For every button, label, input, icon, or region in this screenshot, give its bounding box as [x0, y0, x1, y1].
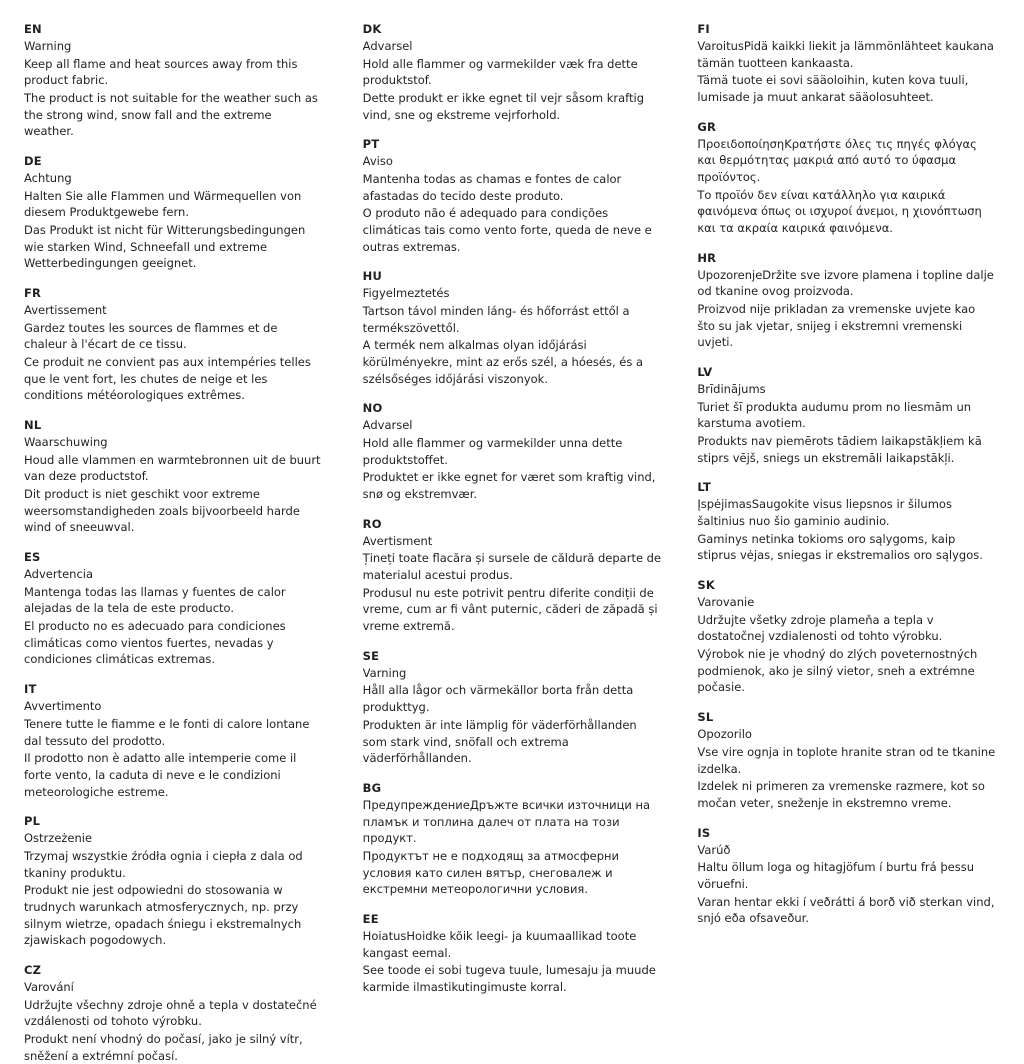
warning-line: Udržujte všetky zdroje plameňa a tepla v dostatočnej vzdialenosti od tohto výrobku.	[697, 612, 943, 644]
warning-text-block	[697, 744, 996, 812]
language-code: CZ	[24, 962, 42, 977]
warning-line: Saugokite visus liepsnos ir šilumos šaltinius nuo šio gaminio audinio.	[697, 497, 952, 529]
warning-heading: Varoitus	[697, 39, 744, 53]
language-entry-hu	[363, 269, 662, 387]
warning-heading: Advarsel	[362, 418, 413, 433]
warning-line: Dit product is niet geschikt voor extreme weersomstandigheden zoals bijvoorbeeld harde wind of sneeuwval.	[24, 487, 300, 535]
warning-text-block	[24, 584, 323, 668]
warning-line: Produkt nie jest odpowiedni do stosowania w trudnych warunkach atmosferycznych, np. przy silnym wietrze, opadach śniegu i ekstremalnych zjawiskach pogodowych.	[24, 883, 302, 948]
warning-line: Hold alle flammer og varmekilder væk fra dette produktstof.	[362, 56, 638, 88]
warning-line: Mantenha todas as chamas e fontes de calor afastadas do tecido deste produto.	[362, 172, 622, 203]
language-entry-en	[24, 22, 323, 140]
language-code: SK	[697, 578, 715, 593]
warning-heading: Προειδοποίηση	[697, 136, 785, 151]
warning-heading: Upozorenje	[697, 267, 763, 282]
language-entry-ro	[363, 517, 662, 635]
warning-text-block	[697, 496, 996, 564]
warning-line: Το προϊόν δεν είναι κατάλληλο για καιρικά φαινόμενα όπως οι ισχυροί άνεμοι, η χιονόπτωση και τα ακραία καιρικά φαινόμενα.	[697, 187, 982, 236]
warning-heading: Achtung	[24, 171, 72, 186]
language-entry-it	[24, 682, 323, 800]
language-entry-is	[697, 826, 996, 927]
warning-line: Tenere tutte le fiamme e le fonti di calore lontane dal tessuto del prodotto.	[24, 716, 310, 748]
language-code: ES	[24, 550, 41, 565]
warning-text-block	[24, 997, 323, 1064]
warning-heading: Varovanie	[697, 595, 755, 610]
warning-line: Il prodotto non è adatto alle intemperie come il forte vento, la caduta di neve e le condizioni meteorologiche estreme.	[24, 751, 297, 799]
language-code: EN	[24, 22, 42, 36]
warning-line: Κρατήστε όλες τις πηγές φλόγας και θερμότητας μακριά από αυτό το ύφασμα προϊόντος.	[697, 136, 977, 185]
language-entry-fr	[24, 286, 323, 404]
language-entry-no	[363, 401, 662, 502]
language-code: HU	[362, 269, 383, 284]
warning-heading: Advertencia	[24, 567, 94, 582]
warning-line: Țineți toate flacăra și sursele de căldură departe de materialul acestui produs.	[362, 551, 662, 583]
language-entry-pl	[24, 814, 323, 949]
warning-line: El producto no es adecuado para condiciones climáticas como vientos fuertes, nevadas y condiciones climáticas extremas.	[24, 619, 286, 667]
warning-line: Pidä kaikki liekit ja lämmönlähteet kaukana tämän tuotteen kankaasta.	[697, 39, 994, 70]
warning-line: Halten Sie alle Flammen und Wärmequellen von diesem Produktgewebe fern.	[24, 188, 302, 220]
warning-heading: Advarsel	[362, 39, 413, 53]
warning-text-block	[363, 797, 662, 898]
warning-line: Mantenga todas las llamas y fuentes de calor alejadas de la tela de este producto.	[24, 584, 286, 616]
warning-text-block	[363, 928, 662, 996]
language-entry-cz	[24, 963, 323, 1064]
warning-line: Дръжте всички източници на пламък и топлина далеч от плата на този продукт.	[362, 797, 651, 846]
warning-line: Varan hentar ekki í veðrátti á borð við sterkan vind, snjó eða ofsaveður.	[697, 894, 995, 926]
warning-line: Das Produkt ist nicht für Witterungsbedingungen wie starken Wind, Schneefall und extreme Wetterbedingungen geeignet.	[24, 223, 306, 271]
warning-line: Dette produkt er ikke egnet til vejr såsom kraftig vind, sne og ekstreme vejrforhold.	[362, 91, 644, 122]
warning-heading: Ostrzeżenie	[24, 831, 93, 846]
warning-heading: Avvertimento	[24, 699, 102, 714]
language-code: DK	[362, 22, 382, 36]
warning-heading: Figyelmeztetés	[362, 286, 450, 301]
warning-line: Produktet er ikke egnet for været som kraftig vind, snø og ekstremvær.	[362, 470, 656, 502]
warning-heading: Предупреждение	[362, 797, 470, 812]
warning-heading: Hoiatus	[362, 928, 407, 943]
warning-heading: Avertisment	[362, 533, 433, 548]
warning-heading: Avertissement	[24, 303, 107, 318]
language-code: DE	[24, 154, 42, 169]
warning-heading: Warning	[24, 39, 72, 53]
language-code: FI	[697, 22, 710, 36]
language-code: IT	[24, 682, 37, 697]
warning-line: Håll alla lågor och värmekällor borta från detta produkttyg.	[362, 683, 634, 715]
language-code: GR	[697, 119, 717, 134]
warning-text-block	[24, 452, 323, 536]
language-code: NL	[24, 418, 42, 433]
warning-line: Продуктът не е подходящ за атмосферни условия като силен вятър, снеговалеж и екстремни метеорологични условия.	[362, 848, 620, 897]
warning-line: Izdelek ni primeren za vremenske razmere, kot so močan veter, sneženje in ekstremno vreme.	[697, 779, 985, 810]
language-entry-lt	[697, 480, 996, 564]
warning-line: A termék nem alkalmas olyan időjárási körülményekre, mint az erős szél, a hóesés, és a szélsőséges időjárási viszonyok.	[362, 338, 644, 386]
warning-line: Produkten är inte lämplig för väderförhållanden som stark vind, snöfall och extrema väderförhållanden.	[362, 717, 637, 766]
warning-heading: Brīdinājums	[697, 382, 766, 397]
warning-line: Ce produit ne convient pas aux intempéries telles que le vent fort, les chutes de neige et les conditions météorologiques extrêmes.	[24, 355, 311, 403]
language-column-2	[341, 22, 676, 1014]
language-entry-dk	[363, 22, 662, 123]
language-code: SE	[362, 648, 380, 663]
warning-line: Produsul nu este potrivit pentru diferite condiții de vreme, cum ar fi vânt puternic, căderi de zăpadă și vreme extremă.	[362, 585, 658, 634]
warning-line: Turiet šī produkta audumu prom no liesmām un karstuma avotiem.	[697, 399, 972, 431]
language-entry-pt	[363, 137, 662, 255]
language-code: IS	[697, 825, 711, 840]
warning-text-block	[363, 56, 662, 124]
language-entry-sl	[697, 710, 996, 811]
warning-text-block	[697, 612, 996, 696]
language-entry-es	[24, 550, 323, 668]
language-entry-sk	[697, 578, 996, 696]
warning-line: Trzymaj wszystkie źródła ognia i ciepła z dala od tkaniny produktu.	[24, 848, 303, 880]
warning-line: Hoidke kõik leegi- ja kuumaallikad toote kangast eemal.	[362, 928, 637, 960]
warning-text-block	[363, 171, 662, 255]
warning-line: The product is not suitable for the weather such as the strong wind, snow fall and the extreme weather.	[24, 91, 318, 139]
warning-line: Proizvod nije prikladan za vremenske uvjete kao što su jak vjetar, snijeg i ekstremni vremenski uvjeti.	[697, 302, 976, 350]
warning-line: Gardez toutes les sources de flammes et de chaleur à l'écart de ce tissu.	[24, 320, 278, 352]
language-code: PT	[362, 137, 380, 152]
warning-text-block	[363, 682, 662, 766]
language-entry-bg	[363, 781, 662, 898]
warning-line: Hold alle flammer og varmekilder unna dette produktstoffet.	[362, 436, 623, 467]
warning-line: Gaminys netinka tokioms oro sąlygoms, kaip stiprus vėjas, sniegas ir ekstremalios oro sąlygos.	[697, 531, 983, 563]
warning-line: Vse vire ognja in toplote hranite stran od te tkanine izdelka.	[697, 744, 996, 776]
warning-heading: Waarschuwing	[24, 435, 108, 450]
warning-heading: Įspėjimas	[697, 497, 752, 512]
warning-heading: Aviso	[362, 154, 393, 169]
warning-text-block	[697, 399, 996, 467]
language-code: PL	[24, 814, 41, 829]
language-code: FR	[24, 286, 42, 301]
language-code: NO	[362, 401, 383, 416]
warning-text-block	[24, 188, 323, 272]
language-code: LT	[697, 480, 712, 495]
warning-line: Produkts nav piemērots tādiem laikapstākļiem kā stiprs vējš, sniegs un ekstremāli laikapstākļi.	[697, 434, 982, 465]
warning-text-block	[363, 303, 662, 387]
warning-text-block	[363, 435, 662, 503]
language-entry-se	[363, 649, 662, 767]
warning-line: Výrobok nie je vhodný do zlých poveternostných podmienok, ako je silný vietor, sneh a extrémne počasie.	[697, 647, 978, 695]
warning-text-block	[24, 56, 323, 140]
warning-line: See toode ei sobi tugeva tuule, lumesaju ja muude karmide ilmastikutingimuste korral.	[362, 963, 656, 994]
language-entry-hr	[697, 251, 996, 351]
language-code: BG	[362, 780, 382, 795]
warning-heading: Varúð	[697, 842, 731, 857]
language-code: RO	[362, 516, 382, 531]
language-entry-fi	[697, 22, 996, 106]
warning-line: Tämä tuote ei sovi sääoloihin, kuten kova tuuli, lumisade ja muut ankarat sääolosuhteet.	[697, 73, 969, 105]
warning-text-block	[24, 848, 323, 949]
warning-line: Keep all flame and heat sources away from this product fabric.	[24, 56, 298, 88]
language-code: EE	[362, 911, 379, 926]
language-entry-ee	[363, 912, 662, 996]
language-code: LV	[697, 365, 713, 380]
warning-line: Houd alle vlammen en warmtebronnen uit de buurt van deze productstof.	[24, 452, 321, 484]
language-code: HR	[697, 250, 717, 265]
warning-text-block	[24, 716, 323, 800]
warning-line: Držite sve izvore plamena i topline dalje od tkanine ovog proizvoda.	[697, 267, 994, 299]
warning-heading: Opozorilo	[697, 727, 752, 742]
language-entry-nl	[24, 418, 323, 536]
language-column-1	[24, 22, 341, 1063]
warning-line: Tartson távol minden láng- és hőforrást ettől a termékszövettől.	[362, 304, 630, 335]
warning-heading: Varování	[24, 979, 74, 994]
language-entry-de	[24, 154, 323, 272]
warning-line: Produkt není vhodný do počasí, jako je silný vítr, sněžení a extrémní počasí.	[24, 1031, 303, 1063]
warning-line: Haltu öllum loga og hitagjöfum í burtu frá þessu vöruefni.	[697, 860, 974, 891]
warning-text-block	[697, 859, 996, 927]
warning-text-block	[697, 38, 996, 106]
warning-heading: Varning	[362, 665, 407, 680]
warning-line: O produto não é adequado para condições climáticas tais como vento forte, queda de neve e outras extremas.	[362, 206, 652, 254]
language-code: SL	[697, 710, 714, 725]
language-entry-gr	[697, 120, 996, 237]
warning-text-block	[363, 550, 662, 634]
warning-line: Udržujte všechny zdroje ohně a tepla v dostatečné vzdálenosti od tohoto výrobku.	[24, 997, 317, 1029]
language-entry-lv	[697, 365, 996, 466]
language-column-3	[675, 22, 996, 1014]
warning-text-block	[697, 267, 996, 351]
warning-text-block	[697, 136, 996, 237]
warning-text-block	[24, 320, 323, 404]
